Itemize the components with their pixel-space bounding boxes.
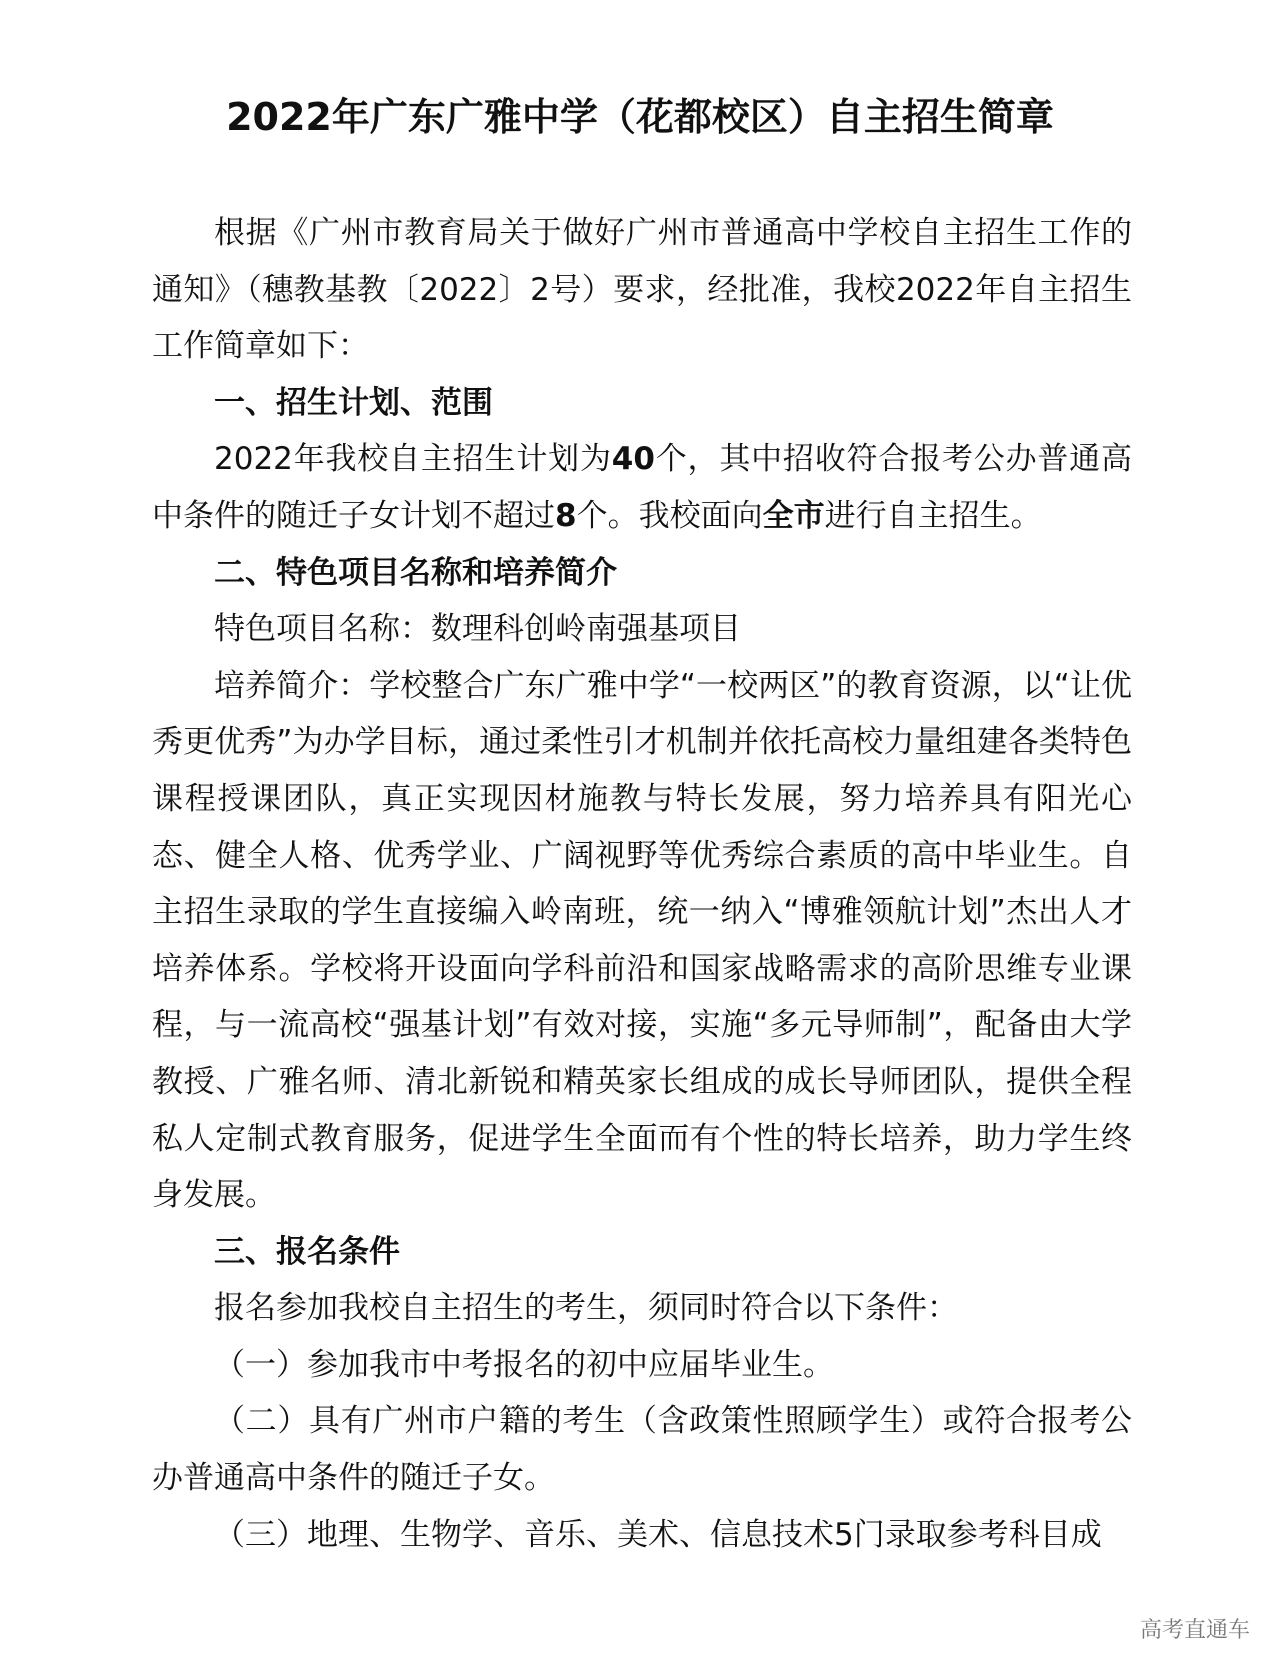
- section-1-heading: 一、招生计划、范围: [214, 384, 493, 421]
- condition-item: （二）具有广州市户籍的考生（含政策性照顾学生）或符合报考公办普通高中条件的随迁子女。: [152, 1403, 1132, 1497]
- quota-number: 40: [611, 441, 655, 478]
- watermark: 高考直通车: [1139, 1618, 1250, 1643]
- text-span: 个。我校面向: [576, 497, 763, 534]
- text-span: 进行自主招生。: [824, 497, 1042, 534]
- section-3-heading: 三、报名条件: [214, 1233, 400, 1270]
- condition-item: （一）参加我市中考报名的初中应届毕业生。: [214, 1346, 834, 1383]
- text-span: 个，其中招收符合报考公办普通高中条件的随迁子女计划不超过: [152, 441, 1132, 534]
- scope-text: 全市: [762, 497, 825, 534]
- training-intro: 培养简介：学校整合广东广雅中学“一校两区”的教育资源，以“让优秀更优秀”为办学目标，通过柔性引才机制并依托高校力量组建各类特色课程授课团队，真正实现因材施教与特长发展，努力培养具有阳光心态、健全人格、优秀学业、广阔视野等优秀综合素质的高中毕业生。自主招生录取的学生直接编入岭南班，统一纳入“博雅领航计划”杰出人才培养体系。学校将开设面向学科前沿和国家战略需求的高阶思维专业课程，与一流高校“强基计划”有效对接，实施“多元导师制”，配备由大学教授、广雅名师、清北新锐和精英家长组成的成长导师团队，提供全程私人定制式教育服务，促进学生全面而有个性的特长培养，助力学生终身发展。: [152, 667, 1132, 1214]
- migrant-quota-number: 8: [555, 497, 577, 534]
- document-body: [152, 205, 1132, 1563]
- section-3-lead: 报名参加我校自主招生的考生，须同时符合以下条件：: [214, 1290, 958, 1327]
- section-2-heading: 二、特色项目名称和培养简介: [214, 554, 617, 591]
- text-span: 2022年我校自主招生计划为: [214, 441, 612, 478]
- section-1-paragraph: [152, 431, 1132, 544]
- page-title: 2022年广东广雅中学（花都校区）自主招生简章: [226, 95, 1054, 139]
- intro-paragraph: 根据《广州市教育局关于做好广州市普通高中学校自主招生工作的通知》（穗教基教〔2022〕2号）要求，经批准，我校2022年自主招生工作简章如下：: [152, 215, 1132, 365]
- condition-item: （三）地理、生物学、音乐、美术、信息技术5门录取参考科目成: [214, 1516, 1102, 1553]
- project-name: 特色项目名称：数理科创岭南强基项目: [214, 611, 741, 648]
